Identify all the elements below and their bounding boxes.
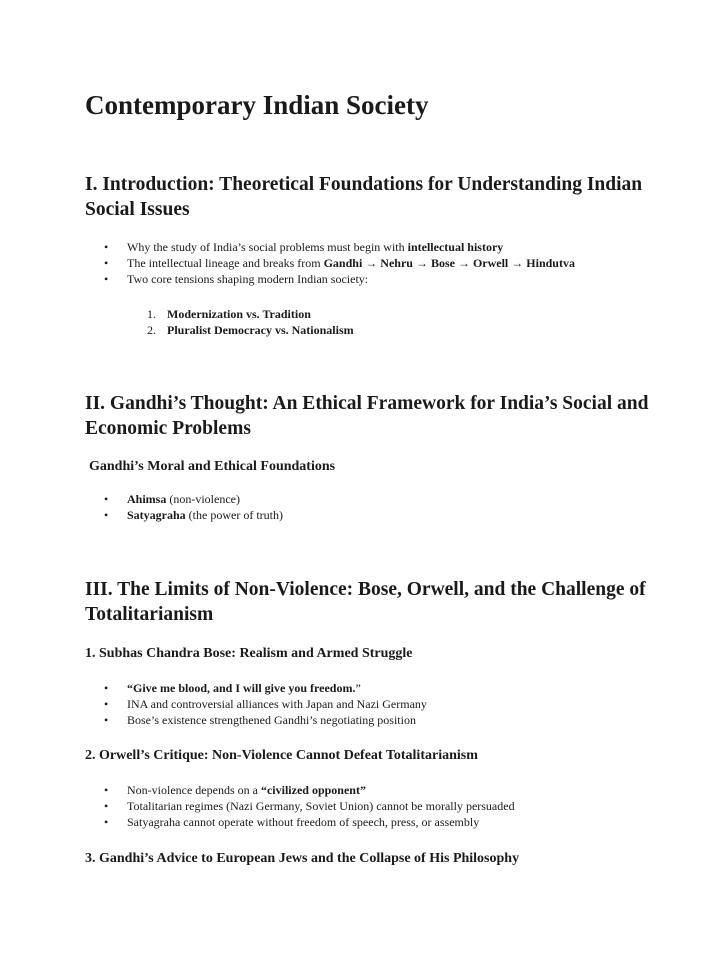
section-2-subheading: Gandhi’s Moral and Ethical Foundations [89, 459, 336, 474]
list-item: • Satyagraha (the power of truth) [104, 507, 283, 523]
section-3-subheading-3: 3. Gandhi’s Advice to European Jews and the Collapse of His Philosophy [85, 851, 520, 866]
list-item: • INA and controversial alliances with Japan and Nazi Germany [104, 696, 427, 712]
section-3-bullet-list-1 [104, 680, 427, 728]
list-item: • Why the study of India’s social problems must begin with intellectual history [104, 239, 607, 255]
list-item: • Satyagraha cannot operate without freedom of speech, press, or assembly [104, 814, 515, 830]
list-item: • “Give me blood, and I will give you freedom.” [104, 680, 427, 696]
list-item: 2. Pluralist Democracy vs. Nationalism [147, 323, 354, 337]
list-item: • Ahimsa (non-violence) [104, 491, 283, 507]
section-1-heading: I. Introduction: Theoretical Foundations for Understanding Indian Social Issues [85, 174, 643, 220]
section-3-bullet-list-2 [104, 782, 515, 830]
section-3-subheading-2: 2. Orwell’s Critique: Non-Violence Cannot Defeat Totalitarianism [85, 748, 478, 763]
section-3-subheading-1: 1. Subhas Chandra Bose: Realism and Armed Struggle [85, 646, 413, 661]
list-item: • The intellectual lineage and breaks from Gandhi → Nehru → Bose → Orwell → Hindutva [104, 255, 607, 271]
list-item: • Non-violence depends on a “civilized opponent” [104, 782, 515, 798]
list-item: • Two core tensions shaping modern Indian society: [104, 271, 607, 287]
list-item: 1. Modernization vs. Tradition [147, 307, 311, 321]
list-item: • Totalitarian regimes (Nazi Germany, Soviet Union) cannot be morally persuaded [104, 798, 515, 814]
section-2-bullet-list [104, 491, 283, 523]
section-1-bullet-list [104, 239, 607, 287]
section-1-numbered-list [147, 306, 354, 338]
section-2-heading: II. Gandhi’s Thought: An Ethical Framework for India’s Social and Economic Problems [85, 393, 649, 439]
document-title: Contemporary Indian Society [85, 90, 429, 120]
list-item: • Bose’s existence strengthened Gandhi’s negotiating position [104, 712, 427, 728]
section-3-heading: III. The Limits of Non-Violence: Bose, Orwell, and the Challenge of Totalitarianism [85, 579, 646, 625]
